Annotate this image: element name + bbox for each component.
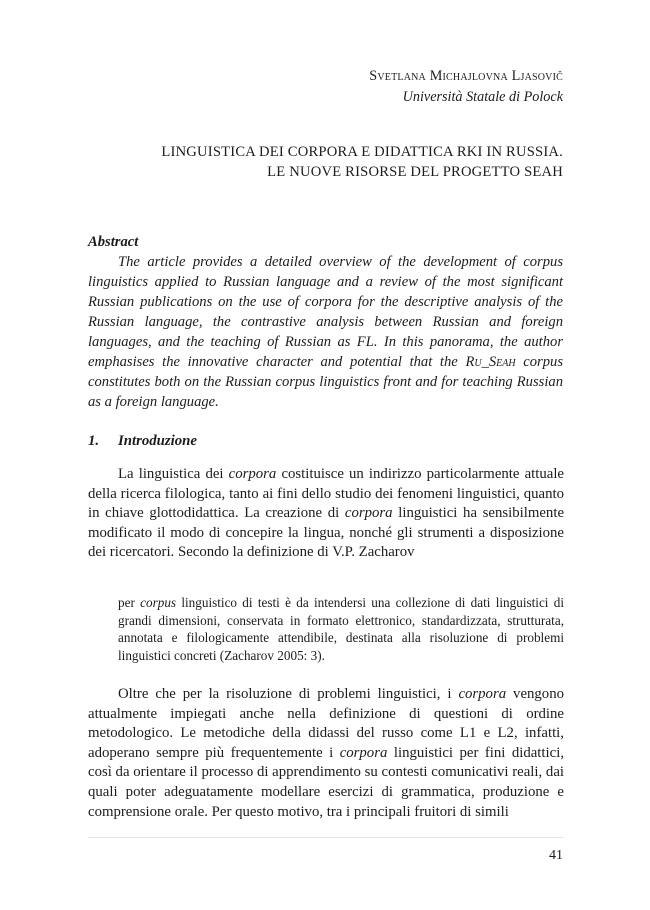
body-paragraph-1 <box>88 465 564 563</box>
p1-emphasis-2: corpora <box>344 505 393 522</box>
quote-emphasis-1: corpus <box>140 595 177 610</box>
section-heading <box>88 433 197 450</box>
author-affiliation: Università Statale di Polock <box>402 89 563 105</box>
abstract-text-1: The article provides a detailed overview of the development of corpus linguistics applied to Russian language and a review of the most significant Russian publications on the use of corpora for the descriptive analysis of the Russian language, the contrastive analysis between Russian and foreign languages, and the teaching of Russian as FL. In this panorama, the author emphasises the innovative character and potential that the <box>88 254 563 370</box>
block-quote <box>118 594 564 664</box>
p2-emphasis-2: corpora <box>339 744 388 761</box>
author-block <box>369 66 563 108</box>
corpus-name: Ru_Seah <box>465 354 516 370</box>
p2-text-2: vengono attualmente impiegati anche nella definizione di questioni di ordine metodologico. Le metodiche della didassi del russo come L1 e L2, infatti, adoperano sempre più frequentemente i <box>88 686 565 761</box>
section-title: Introduzione <box>118 433 197 449</box>
p2-text-1: Oltre che per la risoluzione di problemi linguistici, i <box>118 686 452 702</box>
abstract-body <box>88 252 563 412</box>
abstract-heading: Abstract <box>88 234 139 250</box>
title-line-2: LE NUOVE RISORSE DEL PROGETTO SEAH <box>267 164 563 180</box>
p1-text-2: costituisce un indirizzo particolarmente attuale della ricerca filologica, tanto ai fini dello studio dei fenomeni linguistici, quanto in chiave glottodidattica. La creazione di <box>88 466 564 522</box>
page-number: 41 <box>549 848 563 863</box>
p2-text-3: linguistici per fini didattici, così da orientare il processo di apprendimento su contesti comunicativi reali, dai quali poter adeguatamente modellare esercizi di grammatica, produzione e comprensione orale. Per questo motivo, tra i principali fruitori di simili <box>88 744 565 820</box>
section-number: 1. <box>88 433 100 449</box>
abstract <box>88 232 563 412</box>
author-name: Svetlana Michajlovna Ljasovič <box>369 68 563 84</box>
body-paragraph-2 <box>88 685 564 822</box>
article-title <box>161 142 563 182</box>
abstract-text-2: corpus constitutes both on the Russian corpus linguistics front and for teaching Russian as a foreign language. <box>88 354 564 410</box>
quote-text-1: per <box>118 595 135 610</box>
p1-text-3: linguistici ha sensibilmente modificato il modo di concepire la lingua, nonché gli strumenti a disposizione dei ricercatori. Secondo la definizione di V.P. Zacharov <box>88 505 565 561</box>
title-line-1: LINGUISTICA DEI CORPORA E DIDATTICA RKI IN RUSSIA. <box>161 144 563 160</box>
p1-emphasis-1: corpora <box>228 466 277 482</box>
quote-text-2: linguistico di testi è da intendersi una collezione di dati linguistici di grandi dimensioni, conservata in formato elettronico, standardizzata, strutturata, annotata e filologicamente attendibile, destinata alla risoluzione di problemi linguistici concreti (Zacharov 2005: 3). <box>118 595 565 663</box>
p1-text-1: La linguistica dei <box>118 466 224 482</box>
footer-rule <box>88 837 564 838</box>
p2-emphasis-1: corpora <box>458 686 507 702</box>
